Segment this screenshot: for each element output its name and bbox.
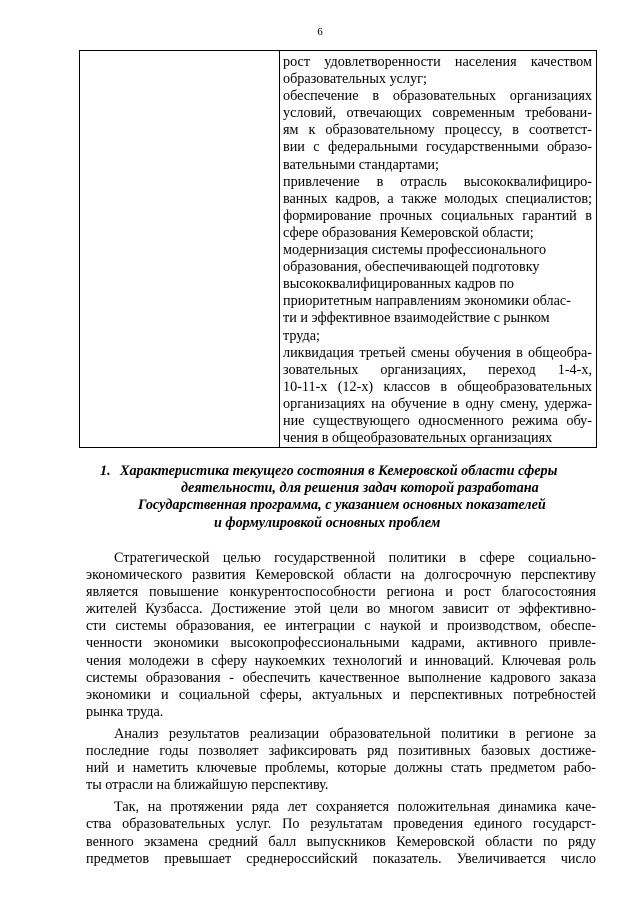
heading-line-1 (100, 463, 620, 480)
body-text-line: последние годы позволяет зафиксировать ряд позитивных базовых достиже- (86, 743, 596, 760)
table-text-line: зовательных организациях, переход 1-4-х, (283, 361, 592, 378)
table-text-line: вательными стандартами; (283, 156, 439, 173)
goals-table (79, 50, 597, 448)
body-text-line: Так, на протяжении ряда лет сохраняется положительная динамика каче- (114, 799, 596, 816)
body-text-line: чения молодежи в сферу наукоемких технологий и инноваций. Ключевая роль (86, 652, 596, 669)
table-text-line: условий, отвечающих современным требовани- (283, 105, 592, 122)
body-text-line: венного экзамена средний балл выпускников Кемеровской области по ряду (86, 833, 596, 850)
table-text-line: ти и эффективное взаимодействие с рынком (283, 310, 550, 327)
table-text-line: вии с федеральными государственными образо- (283, 139, 592, 156)
body-text-line: ний и наметить ключевые проблемы, которые должны стать предметом рабо- (86, 760, 596, 777)
table-text-line: образовательных услуг; (283, 71, 427, 88)
table-text-line: ванных кадров, а также молодых специалистов; (283, 190, 592, 207)
table-text-line: ние существующего односменного режима обу- (283, 412, 592, 429)
table-text-line: модернизация системы профессионального (283, 242, 547, 259)
body-text-line: сти системы образования, ее интеграции с наукой и производством, обеспе- (86, 618, 596, 635)
table-right-cell (280, 54, 592, 447)
table-text-line: образования, обеспечивающей подготовку (283, 259, 540, 276)
table-text-line: организациях на обучение в одну смену, удержа- (283, 395, 592, 412)
heading-text-1: Характеристика текущего состояния в Кемеровской области сферы (120, 463, 558, 479)
heading-line-3: Государственная программа, с указанием основных показателей (138, 497, 546, 514)
table-text-line: чения в общеобразовательных организациях (283, 430, 553, 447)
body-text-line: ченности экономики высокопрофессиональными кадрами, активного привле- (86, 635, 596, 652)
table-text-line: сфере образования Кемеровской области; (283, 224, 534, 241)
body-text-line: жителей Кузбасса. Достижение этой цели во многом зависит от эффективно- (86, 601, 596, 618)
body-text-line: ты отрасли на ближайшую перспективу. (86, 777, 329, 794)
table-text-line: обеспечение в образовательных организациях (283, 88, 592, 105)
body-text-line: рынка труда. (86, 703, 164, 720)
body-text-line: системы образования - обеспечить качественное выполнение кадрового заказа (86, 669, 596, 686)
body-text-line: предметов превышает среднероссийский показатель. Увеличивается число (86, 850, 596, 867)
body-text-line: Анализ результатов реализации образовательной политики в регионе за (114, 725, 596, 742)
table-text-line: 10-11-х (12-х) классов в общеобразовательных (283, 378, 592, 395)
table-text-line: ям к образовательному процессу, в соответст- (283, 122, 592, 139)
body-text-line: экономики и социальной сферы, актуальных и перспективных потребностей (86, 686, 596, 703)
table-text-line: ликвидация третьей смены обучения в общеобра- (283, 344, 592, 361)
body-text-line: Стратегической целью государственной политики в сфере социально- (114, 550, 596, 566)
heading-line-4: и формулировкой основных проблем (214, 514, 441, 531)
page-number: 6 (317, 26, 323, 38)
table-text-line: рост удовлетворенности населения качеством (283, 54, 592, 70)
table-text-line: формирование прочных социальных гарантий в (283, 207, 592, 224)
heading-number: 1. (100, 463, 111, 479)
table-text-line: приоритетным направлениям экономики облас- (283, 293, 571, 310)
table-text-line: привлечение в отрасль высококвалифициро- (283, 173, 592, 190)
table-text-line: высококвалифицированных кадров по (283, 276, 515, 293)
body-text-line: экономического развития Кемеровской области на долгосрочную перспективу (86, 567, 596, 584)
body-text-line: является повышение конкурентоспособности региона и рост благосостояния (86, 584, 596, 601)
body-text (86, 550, 596, 868)
table-text-line: труда; (283, 327, 320, 344)
table-left-cell (80, 51, 280, 447)
section-heading (100, 463, 620, 532)
heading-line-2: деятельности, для решения задач которой разработана (181, 480, 539, 497)
body-text-line: ства образовательных услуг. По результатам проведения единого государст- (86, 816, 596, 833)
